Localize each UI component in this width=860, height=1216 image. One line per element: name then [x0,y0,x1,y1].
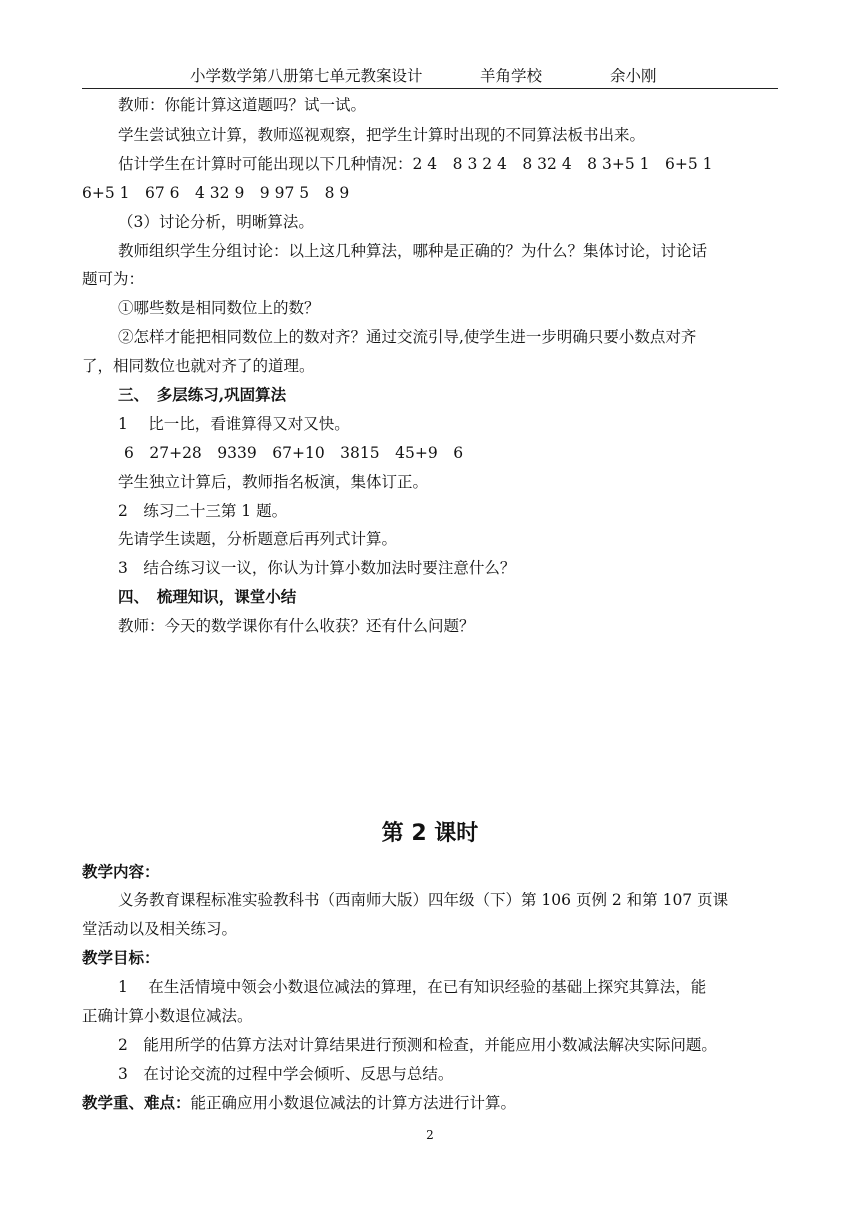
section-heading: 四、 梳理知识，课堂小结 [118,587,297,606]
text-line: 了，相同数位也就对齐了的道理。 [82,357,315,375]
text-line: 1 比一比，看谁算得又对又快。 [118,415,350,433]
text-line: 3 结合练习议一议，你认为计算小数加法时要注意什么？ [118,559,516,577]
text-line: 教师：今天的数学课你有什么收获？还有什么问题？ [118,617,475,635]
text-line: 先请学生读题，分析题意后再列式计算。 [118,530,398,548]
text-line: 题可为： [82,270,145,288]
lesson-title: 第 2 课时 [381,821,479,846]
text-line: 正确计算小数退位减法。 [82,1007,253,1025]
text-line: 6+5 1 67 6 4 32 9 9 97 5 8 9 [82,184,350,202]
goals-label: 教学目标： [82,948,160,967]
page-header [82,62,778,89]
text-line: 学生尝试独立计算，教师巡视观察，把学生计算时出现的不同算法板书出来。 [118,126,646,144]
text-line: 堂活动以及相关练习。 [82,920,238,938]
key-points-line [82,1092,782,1114]
text-line: ①哪些数是相同数位上的数？ [118,299,320,317]
text-line: 义务教育课程标准实验教科书（西南师大版）四年级（下）第 106 页例 2 和第 107 页课 [118,891,729,909]
text-line: 1 在生活情境中领会小数退位减法的算理，在已有知识经验的基础上探究其算法，能 [118,978,707,996]
header-title: 小学数学第八册第七单元教案设计 [190,67,423,85]
key-label: 教学重、难点： [82,1093,191,1112]
text-line: 2 练习二十三第 1 题。 [118,502,288,520]
text-line: 3 在讨论交流的过程中学会倾听、反思与总结。 [118,1065,454,1083]
text-line: 6 27+28 9339 67+10 3815 45+9 6 [124,444,464,462]
text-line: 学生独立计算后，教师指名板演，集体订正。 [118,473,429,491]
text-line: 估计学生在计算时可能出现以下几种情况：2 4 8 3 2 4 8 32 4 8 3+5 1 6+5 1 [118,155,713,173]
header-author: 余小刚 [610,67,657,85]
header-school: 羊角学校 [480,67,543,85]
page-number: 2 [426,1128,434,1142]
text-line: 2 能用所学的估算方法对计算结果进行预测和检查，并能应用小数减法解决实际问题。 [118,1036,717,1054]
section-heading: 三、 多层练习,巩固算法 [118,385,287,404]
text-line: ②怎样才能把相同数位上的数对齐？通过交流引导,使学生进一步明确只要小数点对齐 [118,328,697,346]
text-line: 教师组织学生分组讨论：以上这几种算法，哪种是正确的？为什么？集体讨论，讨论话 [118,242,708,260]
text-line: （3）讨论分析，明晰算法。 [118,213,314,231]
key-text: 能正确应用小数退位减法的计算方法进行计算。 [190,1094,517,1112]
content-label: 教学内容： [82,862,160,881]
text-line: 教师：你能计算这道题吗？试一试。 [118,96,367,114]
